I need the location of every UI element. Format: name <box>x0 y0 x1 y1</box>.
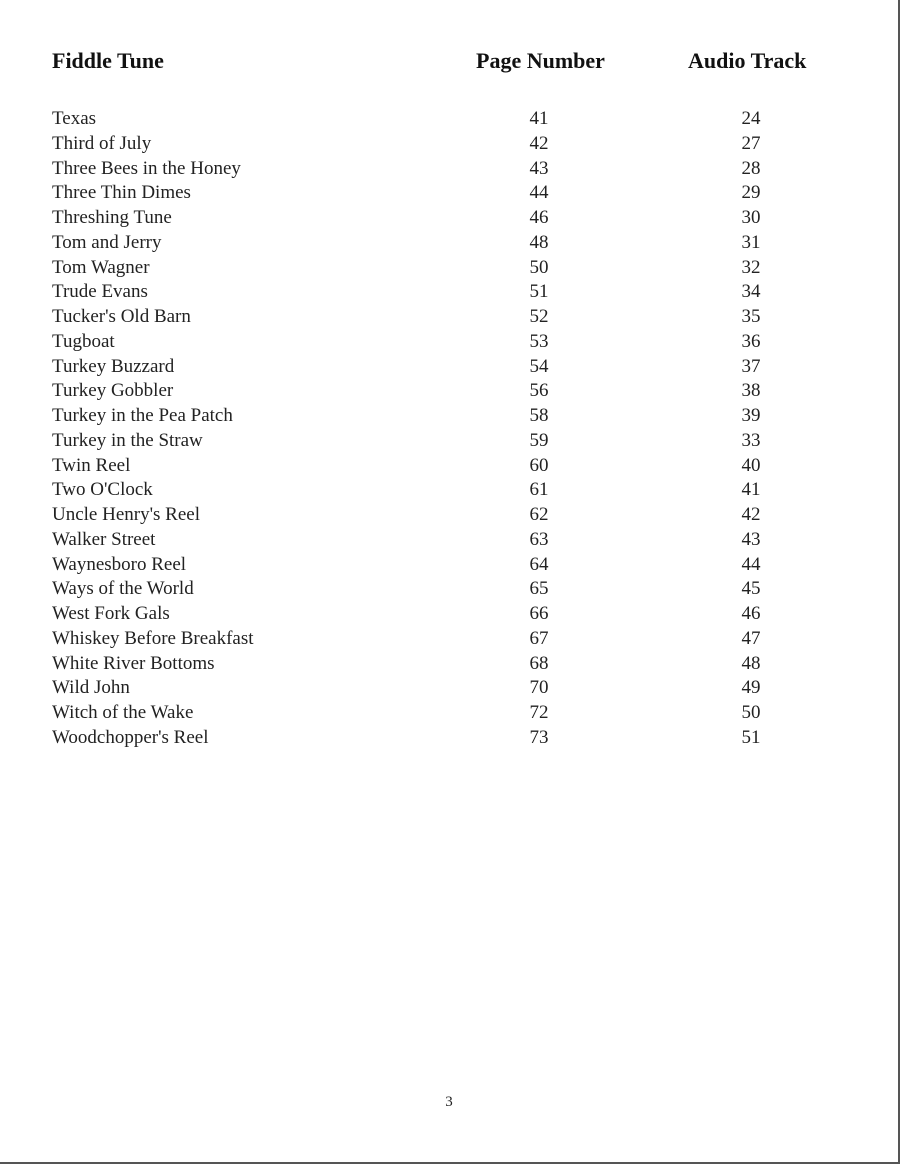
table-row <box>0 726 898 751</box>
audio-track-cell: 36 <box>741 330 761 352</box>
table-row <box>0 157 898 182</box>
page-number-cell: 68 <box>529 652 549 674</box>
table-row <box>0 602 898 627</box>
audio-track-cell: 51 <box>741 726 761 748</box>
page-number-cell: 51 <box>529 281 549 303</box>
audio-track-cell: 34 <box>741 281 761 303</box>
audio-track-cell: 49 <box>741 677 761 699</box>
audio-track-cell: 44 <box>741 553 761 575</box>
tune-name: Wild John <box>52 677 130 699</box>
page-number-cell: 67 <box>529 627 549 649</box>
page-number-cell: 46 <box>529 207 549 228</box>
tune-name: Whiskey Before Breakfast <box>52 627 254 649</box>
tune-name: Third of July <box>52 132 152 154</box>
page-number-cell: 63 <box>529 528 549 550</box>
table-row <box>0 553 898 578</box>
page-number-cell: 60 <box>529 454 549 476</box>
audio-track-cell: 29 <box>741 182 761 204</box>
tune-name: Texas <box>52 108 97 129</box>
table-row <box>0 107 898 132</box>
table-row <box>0 503 898 528</box>
page-number-cell: 58 <box>529 405 549 426</box>
audio-track-cell: 27 <box>741 132 761 154</box>
tune-name: Tucker's Old Barn <box>52 306 191 327</box>
table-row <box>0 478 898 503</box>
audio-track-cell: 28 <box>741 157 761 179</box>
audio-track-cell: 47 <box>741 627 761 649</box>
tune-name: Uncle Henry's Reel <box>52 504 200 525</box>
audio-track-cell: 41 <box>741 479 761 501</box>
tune-name: Three Thin Dimes <box>52 182 191 204</box>
audio-track-cell: 38 <box>741 380 761 402</box>
header-audio-track: Audio Track <box>688 48 807 73</box>
audio-track-cell: 33 <box>741 429 761 451</box>
tune-name: Ways of the World <box>52 578 194 600</box>
audio-track-cell: 30 <box>741 207 761 228</box>
page-number-cell: 43 <box>529 157 549 179</box>
table-row <box>0 627 898 652</box>
audio-track-cell: 48 <box>741 652 761 674</box>
header-page-number: Page Number <box>476 48 605 73</box>
page-number-cell: 66 <box>529 603 549 624</box>
table-row <box>0 231 898 256</box>
audio-track-cell: 46 <box>741 603 761 624</box>
table-row <box>0 181 898 206</box>
table-row <box>0 330 898 355</box>
page-footer-number: 3 <box>445 1094 453 1110</box>
audio-track-cell: 45 <box>741 578 761 600</box>
tune-name: Two O'Clock <box>52 479 153 501</box>
page-number-cell: 56 <box>529 380 549 402</box>
table-row <box>0 429 898 454</box>
table-row <box>0 206 898 231</box>
tune-name: Turkey Buzzard <box>52 355 175 377</box>
audio-track-cell: 50 <box>741 702 761 723</box>
tune-name: Three Bees in the Honey <box>52 157 241 179</box>
table-row <box>0 676 898 701</box>
audio-track-cell: 40 <box>741 454 761 476</box>
page-number-cell: 48 <box>529 231 549 253</box>
table-row <box>0 701 898 726</box>
page-number-cell: 53 <box>529 330 549 352</box>
table-row <box>0 577 898 602</box>
audio-track-cell: 39 <box>741 405 761 426</box>
table-row <box>0 355 898 380</box>
page-number-cell: 52 <box>529 306 549 327</box>
tune-name: Threshing Tune <box>52 207 172 228</box>
page-number-cell: 73 <box>529 726 549 748</box>
tune-name: Witch of the Wake <box>52 702 194 723</box>
audio-track-cell: 37 <box>741 355 761 377</box>
tune-name: Tom and Jerry <box>52 231 162 253</box>
table-row <box>0 454 898 479</box>
page-number-cell: 54 <box>529 355 549 377</box>
page-number-cell: 70 <box>529 677 549 699</box>
audio-track-cell: 32 <box>741 256 761 278</box>
page-number-cell: 62 <box>529 504 549 525</box>
page-number-cell: 72 <box>529 702 549 723</box>
tune-list <box>0 107 898 751</box>
tune-name: White River Bottoms <box>52 652 215 674</box>
tune-name: Turkey in the Straw <box>52 429 203 451</box>
table-row <box>0 528 898 553</box>
page-number-cell: 44 <box>529 182 549 204</box>
header-fiddle-tune: Fiddle Tune <box>52 48 164 73</box>
table-row <box>0 305 898 330</box>
audio-track-cell: 35 <box>741 306 761 327</box>
tune-name: Woodchopper's Reel <box>52 726 209 748</box>
table-row <box>0 256 898 281</box>
tune-name: Turkey in the Pea Patch <box>52 405 233 426</box>
audio-track-cell: 31 <box>741 231 761 253</box>
tune-name: Walker Street <box>52 528 156 550</box>
tune-name: Turkey Gobbler <box>52 380 174 402</box>
tune-name: Waynesboro Reel <box>52 553 187 575</box>
tune-name: Tom Wagner <box>52 256 150 278</box>
page-number-cell: 42 <box>529 132 549 154</box>
page-number-cell: 64 <box>529 553 549 575</box>
table-header <box>0 48 898 78</box>
audio-track-cell: 24 <box>741 108 761 129</box>
page-number-cell: 41 <box>529 108 549 129</box>
table-row <box>0 280 898 305</box>
table-row <box>0 379 898 404</box>
page-number-cell: 50 <box>529 256 549 278</box>
tune-name: Trude Evans <box>52 281 148 303</box>
table-row <box>0 404 898 429</box>
tune-name: West Fork Gals <box>52 603 170 624</box>
tune-name: Twin Reel <box>52 454 131 476</box>
page-number-cell: 65 <box>529 578 549 600</box>
audio-track-cell: 43 <box>741 528 761 550</box>
table-row <box>0 652 898 677</box>
table-row <box>0 132 898 157</box>
tune-name: Tugboat <box>52 330 115 352</box>
audio-track-cell: 42 <box>741 504 761 525</box>
page-number-cell: 61 <box>529 479 549 501</box>
page-number-cell: 59 <box>529 429 549 451</box>
